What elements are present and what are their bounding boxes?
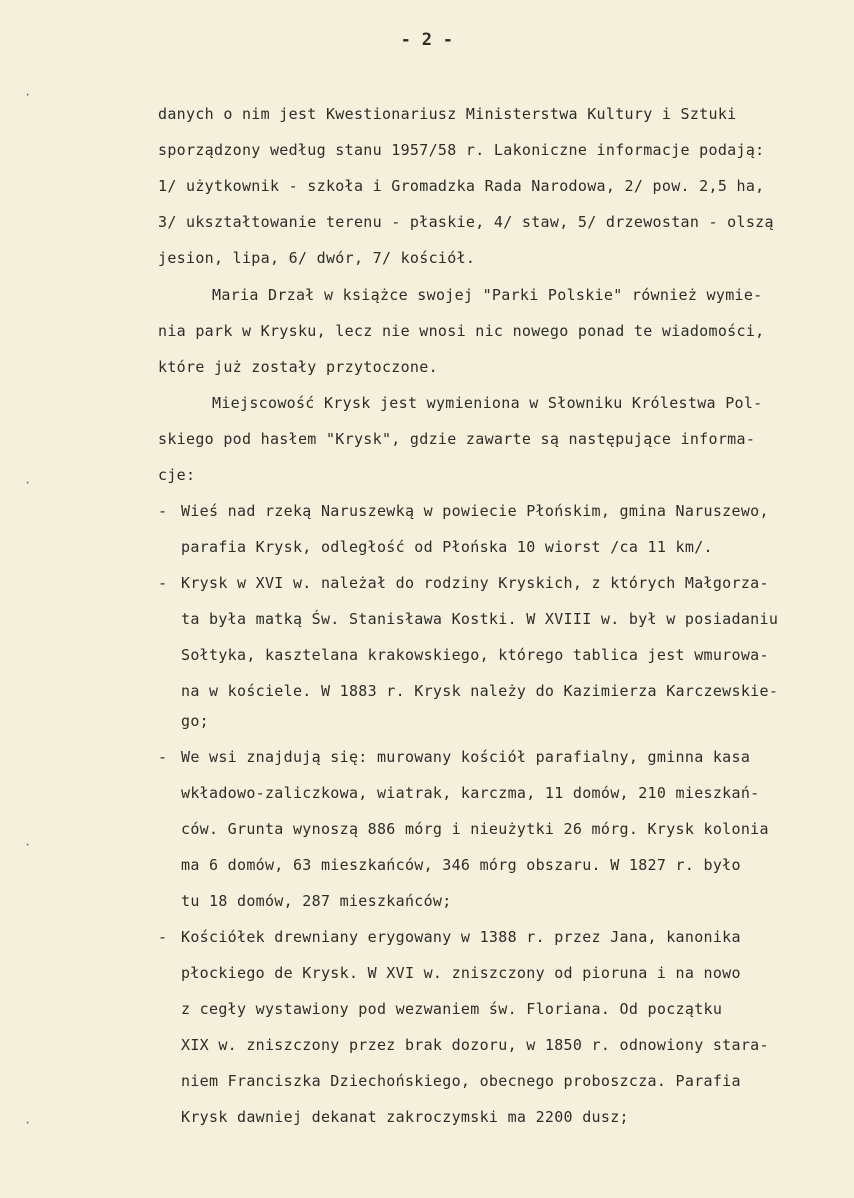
list-dash: - bbox=[158, 748, 168, 766]
text-line: go; bbox=[181, 712, 209, 730]
text-line: Kościółek drewniany erygowany w 1388 r. przez Jana, kanonika bbox=[181, 928, 741, 946]
text-line: Krysk dawniej dekanat zakroczymski ma 2200 dusz; bbox=[181, 1108, 629, 1126]
text-line: danych o nim jest Kwestionariusz Ministerstwa Kultury i Sztuki bbox=[158, 105, 737, 123]
text-line: skiego pod hasłem "Krysk", gdzie zawarte są następujące informa- bbox=[158, 430, 756, 448]
list-dash: - bbox=[158, 502, 168, 520]
punch-mark: · bbox=[24, 838, 32, 852]
text-line: XIX w. zniszczony przez brak dozoru, w 1850 r. odnowiony stara- bbox=[181, 1036, 769, 1054]
text-line: 1/ użytkownik - szkoła i Gromadzka Rada Narodowa, 2/ pow. 2,5 ha, bbox=[158, 177, 765, 195]
text-line: cje: bbox=[158, 466, 196, 484]
text-line: które już zostały przytoczone. bbox=[158, 358, 438, 376]
text-line: nia park w Krysku, lecz nie wnosi nic nowego ponad te wiadomości, bbox=[158, 322, 765, 340]
text-line: płockiego de Krysk. W XVI w. zniszczony od pioruna i na nowo bbox=[181, 964, 741, 982]
text-line: Krysk w XVI w. należał do rodziny Kryskich, z których Małgorza- bbox=[181, 574, 769, 592]
text-line: tu 18 domów, 287 mieszkańców; bbox=[181, 892, 452, 910]
punch-mark: · bbox=[24, 476, 32, 490]
text-line: sporządzony według stanu 1957/58 r. Lakoniczne informacje podają: bbox=[158, 141, 765, 159]
page-number: - 2 - bbox=[400, 30, 454, 50]
list-dash: - bbox=[158, 574, 168, 592]
text-line: ma 6 domów, 63 mieszkańców, 346 mórg obszaru. W 1827 r. było bbox=[181, 856, 741, 874]
punch-mark: · bbox=[24, 88, 32, 102]
text-line: jesion, lipa, 6/ dwór, 7/ kościół. bbox=[158, 249, 476, 267]
text-line: niem Franciszka Dziechońskiego, obecnego proboszcza. Parafia bbox=[181, 1072, 741, 1090]
text-line: Miejscowość Krysk jest wymieniona w Słowniku Królestwa Pol- bbox=[212, 394, 763, 412]
text-line: Wieś nad rzeką Naruszewką w powiecie Płońskim, gmina Naruszewo, bbox=[181, 502, 769, 520]
punch-mark: · bbox=[24, 1116, 32, 1130]
text-line: parafia Krysk, odległość od Płońska 10 wiorst /ca 11 km/. bbox=[181, 538, 713, 556]
text-line: na w kościele. W 1883 r. Krysk należy do Kazimierza Karczewskie- bbox=[181, 682, 779, 700]
text-line: wkładowo-zaliczkowa, wiatrak, karczma, 11 domów, 210 mieszkań- bbox=[181, 784, 760, 802]
text-line: We wsi znajdują się: murowany kościół parafialny, gminna kasa bbox=[181, 748, 751, 766]
text-line: Maria Drzał w książce swojej "Parki Polskie" również wymie- bbox=[212, 286, 763, 304]
text-line: ta była matką Św. Stanisława Kostki. W XVIII w. był w posiadaniu bbox=[181, 610, 779, 628]
text-line: Sołtyka, kasztelana krakowskiego, którego tablica jest wmurowa- bbox=[181, 646, 769, 664]
text-line: z cegły wystawiony pod wezwaniem św. Floriana. Od początku bbox=[181, 1000, 723, 1018]
text-line: 3/ ukształtowanie terenu - płaskie, 4/ staw, 5/ drzewostan - olszą bbox=[158, 213, 774, 231]
list-dash: - bbox=[158, 928, 168, 946]
text-line: ców. Grunta wynoszą 886 mórg i nieużytki 26 mórg. Krysk kolonia bbox=[181, 820, 769, 838]
